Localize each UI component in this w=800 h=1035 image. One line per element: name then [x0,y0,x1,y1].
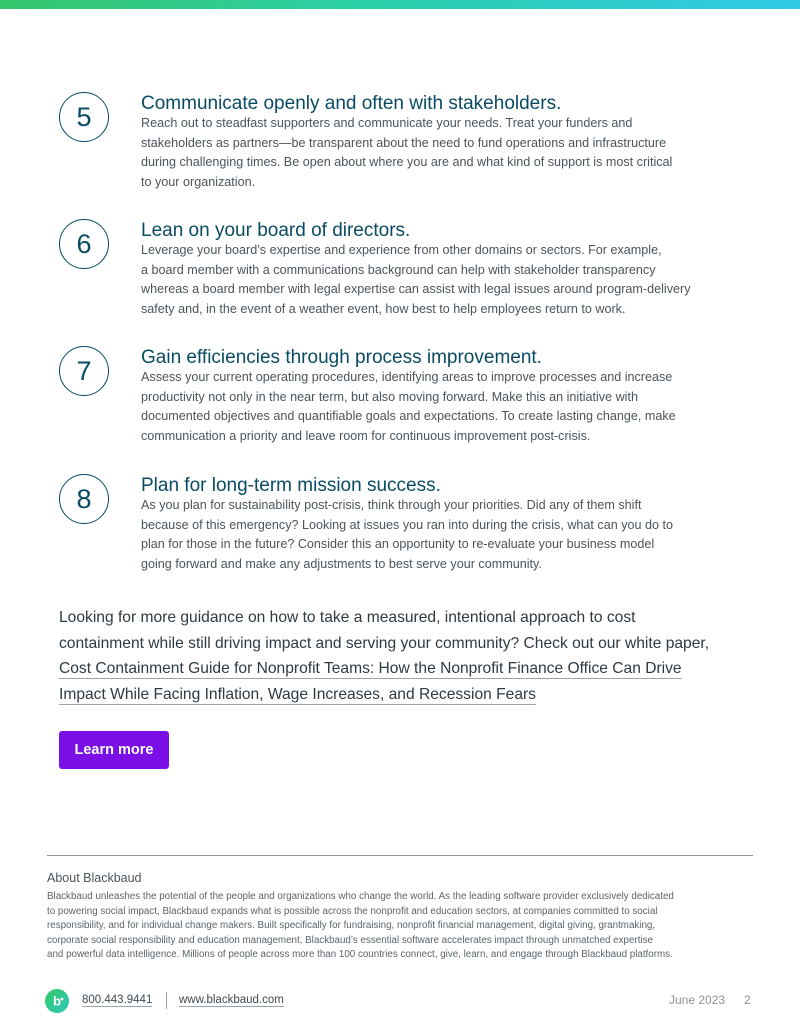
step-title: Plan for long-term mission success. [141,475,441,496]
top-accent-bar [0,0,800,9]
about-description-line: responsibility, and for individual change makers. Built specifically for fundraising, nonprofit financial management, digital giving, grantmaking, [47,920,656,932]
step-description-line: safety and, in the event of a weather event, how best to help employees return to work. [141,301,626,316]
footer-divider [47,855,753,856]
white-paper-link[interactable] [59,682,759,708]
blackbaud-logo-icon [45,989,69,1013]
about-description-line: and powerful data intelligence. Millions of people across more than 100 countries connect, give, learn, and engage through Blackbaud platforms. [47,949,673,961]
step-description-line: a board member with a communications background can help with stakeholder transparency [141,262,656,277]
footer-separator [166,992,167,1009]
white-paper-link-text[interactable]: Impact While Facing Inflation, Wage Increases, and Recession Fears [59,685,536,703]
step-title: Communicate openly and often with stakeholders. [141,93,562,114]
step-description-line: productivity not only in the near term, but also moving forward. Make this an initiative with [141,389,638,404]
step-description-line: to your organization. [141,174,256,189]
white-paper-link[interactable] [59,656,759,682]
step-description-line: whereas a board member with legal expertise can assist with legal issues around program-delivery [141,282,691,297]
step-number-badge: 6 [59,219,109,269]
step-title: Gain efficiencies through process improvement. [141,347,542,368]
step-description-line: during challenging times. Be open about where you are and what kind of support is most critical [141,155,673,170]
step-description-line: Reach out to steadfast supporters and communicate your needs. Treat your funders and [141,116,633,130]
about-description-line: Blackbaud unleashes the potential of the people and organizations who change the world. As the leading software provider exclusively dedicated [47,891,674,902]
step-description-line: going forward and make any adjustments to best serve your community. [141,556,542,571]
learn-more-button[interactable]: Learn more [59,731,169,769]
guidance-text-line: containment while still driving impact and serving your community? Check out our white paper, [59,634,710,652]
about-description-line: corporate social responsibility and education management, Blackbaud’s essential software accelerates impact through unmatched expertise [47,934,653,946]
step-description-line: As you plan for sustainability post-crisis, think through your priorities. Did any of them shift [141,498,642,512]
about-description [47,890,757,963]
footer-website-link[interactable]: www.blackbaud.com [179,994,284,1006]
step-title: Lean on your board of directors. [141,220,411,241]
step-number-badge: 7 [59,346,109,396]
step-description-line: communication a priority and leave room for continuous improvement post-crisis. [141,428,591,443]
step-description [141,496,741,574]
step-description-line: Leverage your board’s expertise and experience from other domains or sectors. For example, [141,243,662,257]
step-number-badge: 5 [59,92,109,142]
step-description-line: stakeholders as partners—be transparent about the need to fund operations and infrastructure [141,135,667,150]
white-paper-link-text[interactable]: Cost Containment Guide for Nonprofit Teams: How the Nonprofit Finance Office Can Drive [59,660,682,677]
step-description [141,114,741,192]
about-description-line: to powering social impact, Blackbaud expands what is possible across the nonprofit and education sectors, at companies committed to social [47,905,658,917]
step-description-line: because of this emergency? Looking at issues you ran into during the crisis, what can you do to [141,517,674,532]
page-number: 2 [744,993,751,1007]
footer-phone-link[interactable]: 800.443.9441 [82,994,153,1006]
step-description-line: documented objectives and quantifiable goals and expectations. To create lasting change, make [141,409,676,424]
step-description-line: plan for those in the future? Consider this an opportunity to re-evaluate your business model [141,537,655,552]
guidance-text-line: Looking for more guidance on how to take a measured, intentional approach to cost [59,609,636,626]
logo-letter: b [53,993,61,1009]
step-description-line: Assess your current operating procedures, identifying areas to improve processes and increase [141,370,673,384]
blackbaud-logo-mark [45,989,69,1013]
step-description [141,241,741,319]
footer-date: June 2023 [669,993,726,1007]
step-description [141,368,741,446]
step-number-badge: 8 [59,474,109,524]
about-heading: About Blackbaud [47,871,142,885]
guidance-paragraph [59,605,759,707]
